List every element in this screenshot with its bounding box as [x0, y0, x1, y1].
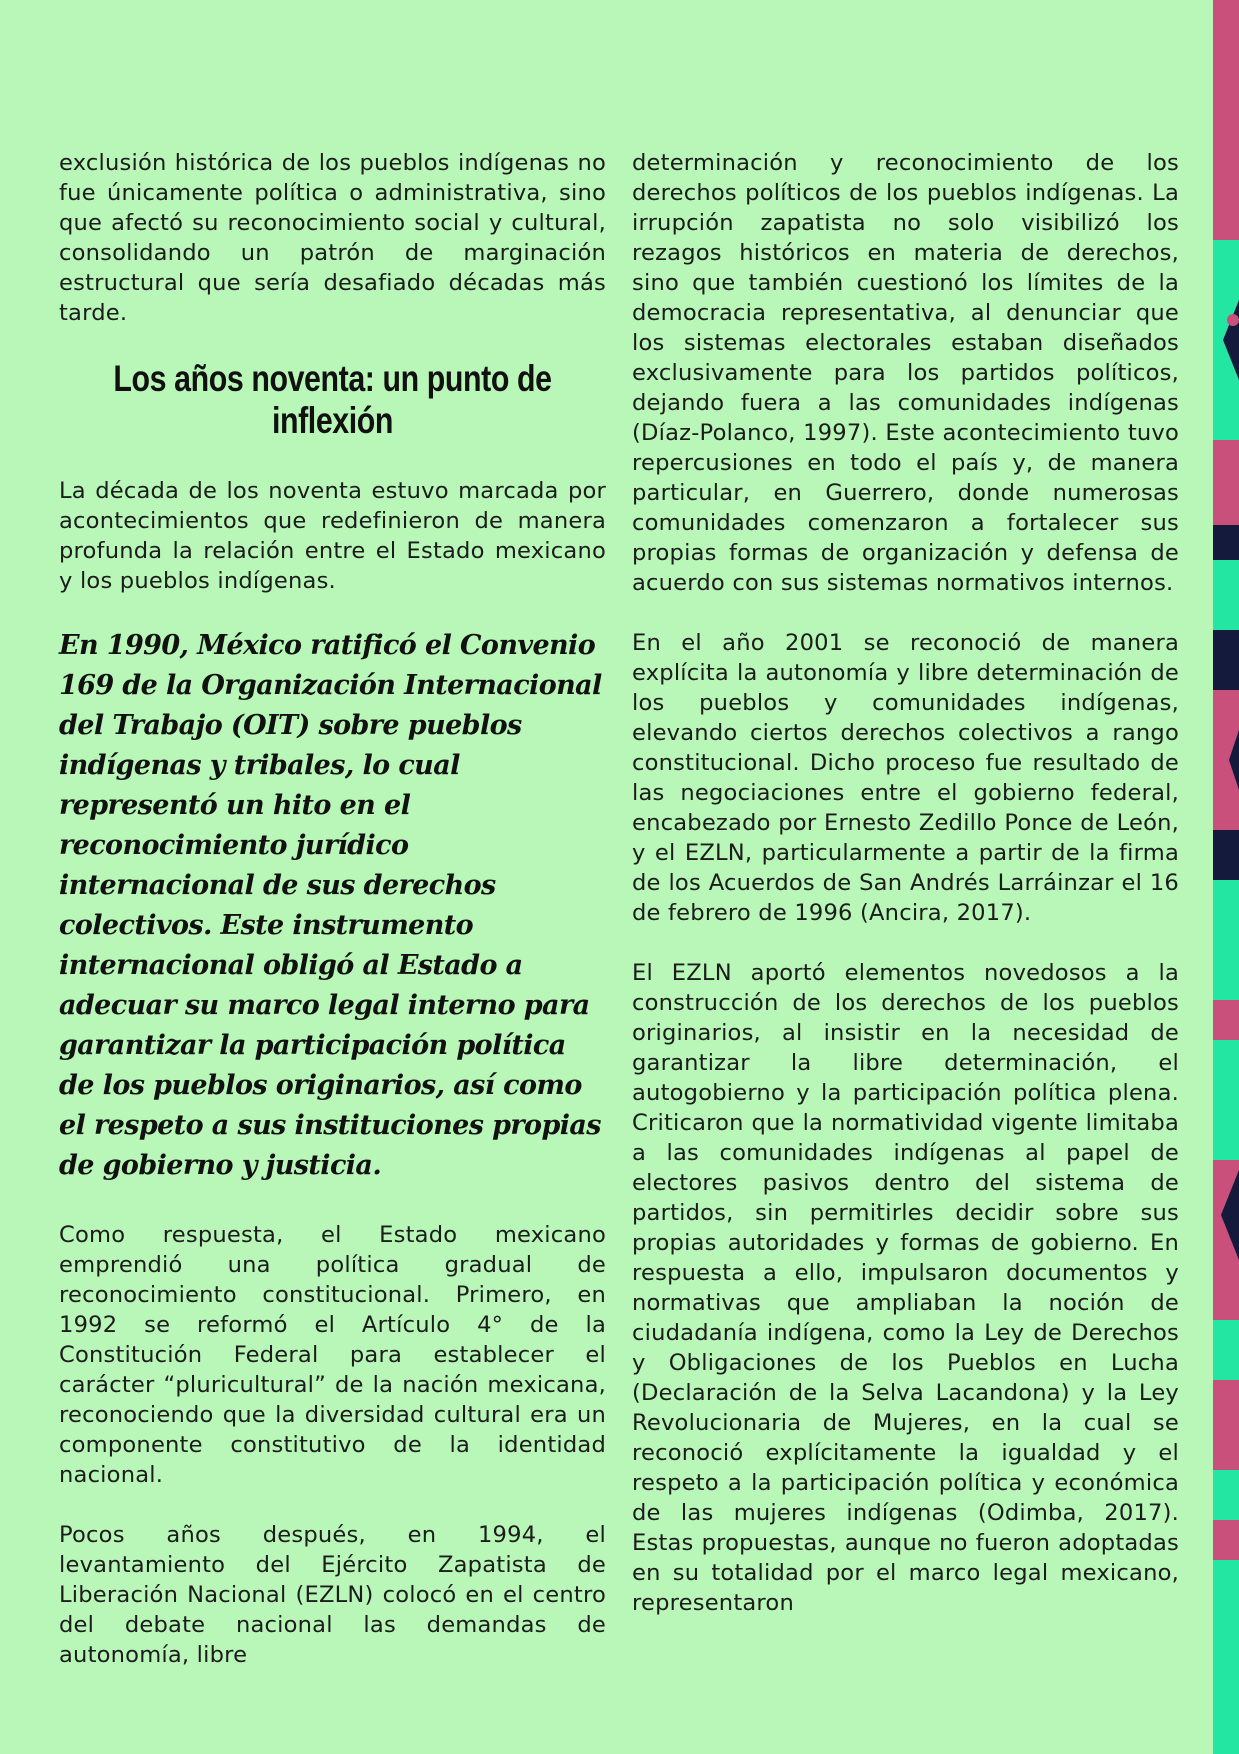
- decorative-side-strip: [1213, 0, 1239, 1754]
- left-column: [59, 148, 606, 1700]
- paragraph: Pocos años después, en 1994, el levantamiento del Ejército Zapatista de Liberación Nacional (EZLN) colocó en el centro del debate nacional las demandas de autonomía, libre: [59, 1522, 606, 1668]
- pull-quote: En 1990, México ratificó el Convenio 169 de la Organización Internacional del Trabajo (OIT) sobre pueblos indígenas y tribales, lo cual representó un hito en el reconocimiento jurídico internacional de sus derechos colectivos. Este instrumento internacional obligó al Estado a adecuar su marco legal interno para garantizar la participación política de los pueblos originarios, así como el respeto a sus instituciones propias de gobierno y justicia.: [59, 630, 602, 1181]
- paragraph: El EZLN aportó elementos novedosos a la construcción de los derechos de los pueblos originarios, al insistir en la necesidad de garantizar la libre determinación, el autogobierno y la participación política plena. Criticaron que la normatividad vigente limitaba a las comunidades indígenas al papel de electores pasivos dentro del sistema de partidos, sin permitirles decidir sobre sus propias autoridades y formas de gobierno. En respuesta a ello, impulsaron documentos y normativas que ampliaban la noción de ciudadanía indígena, como la Ley de Derechos y Obligaciones de los Pueblos en Lucha (Declaración de la Selva Lacandona) y la Ley Revolucionaria de Mujeres, en la cual se reconoció explícitamente la igualdad y el respeto a la participación política y económica de las mujeres indígenas (Odimba, 2017). Estas propuestas, aunque no fueron adoptadas en su totalidad por el marco legal mexicano, representaron: [632, 960, 1179, 1616]
- pattern-strip-graphic: [1213, 0, 1239, 1754]
- paragraph: La década de los noventa estuvo marcada por acontecimientos que redefinieron de manera profunda la relación entre el Estado mexicano y los pueblos indígenas.: [59, 478, 606, 594]
- section-heading: Los años noventa: un punto de inflexión: [113, 358, 552, 441]
- paragraph: En el año 2001 se reconoció de manera explícita la autonomía y libre determinación de los pueblos y comunidades indígenas, elevando ciertos derechos colectivos a rango constitucional. Dicho proceso fue resultado de las negociaciones entre el gobierno federal, encabezado por Ernesto Zedillo Ponce de León, y el EZLN, particularmente a partir de la firma de los Acuerdos de San Andrés Larráinzar el 16 de febrero de 1996 (Ancira, 2017).: [632, 630, 1179, 926]
- right-column: [632, 148, 1179, 1648]
- paragraph: Como respuesta, el Estado mexicano emprendió una política gradual de reconocimiento constitucional. Primero, en 1992 se reformó el Artículo 4° de la Constitución Federal para establecer el carácter “pluricultural” de la nación mexicana, reconociendo que la diversidad cultural era un componente constitutivo de la identidad nacional.: [59, 1222, 606, 1488]
- paragraph: exclusión histórica de los pueblos indígenas no fue únicamente política o administrativa, sino que afectó su reconocimiento social y cultural, consolidando un patrón de marginación estructural que sería desafiado décadas más tarde.: [59, 150, 606, 326]
- paragraph: determinación y reconocimiento de los derechos políticos de los pueblos indígenas. La irrupción zapatista no solo visibilizó los rezagos históricos en materia de derechos, sino que también cuestionó los límites de la democracia representativa, al denunciar que los sistemas electorales estaban diseñados exclusivamente para los partidos políticos, dejando fuera a las comunidades indígenas (Díaz-Polanco, 1997). Este acontecimiento tuvo repercusiones en todo el país y, de manera particular, en Guerrero, donde numerosas comunidades comenzaron a fortalecer sus propias formas de organización y defensa de acuerdo con sus sistemas normativos internos.: [632, 150, 1179, 596]
